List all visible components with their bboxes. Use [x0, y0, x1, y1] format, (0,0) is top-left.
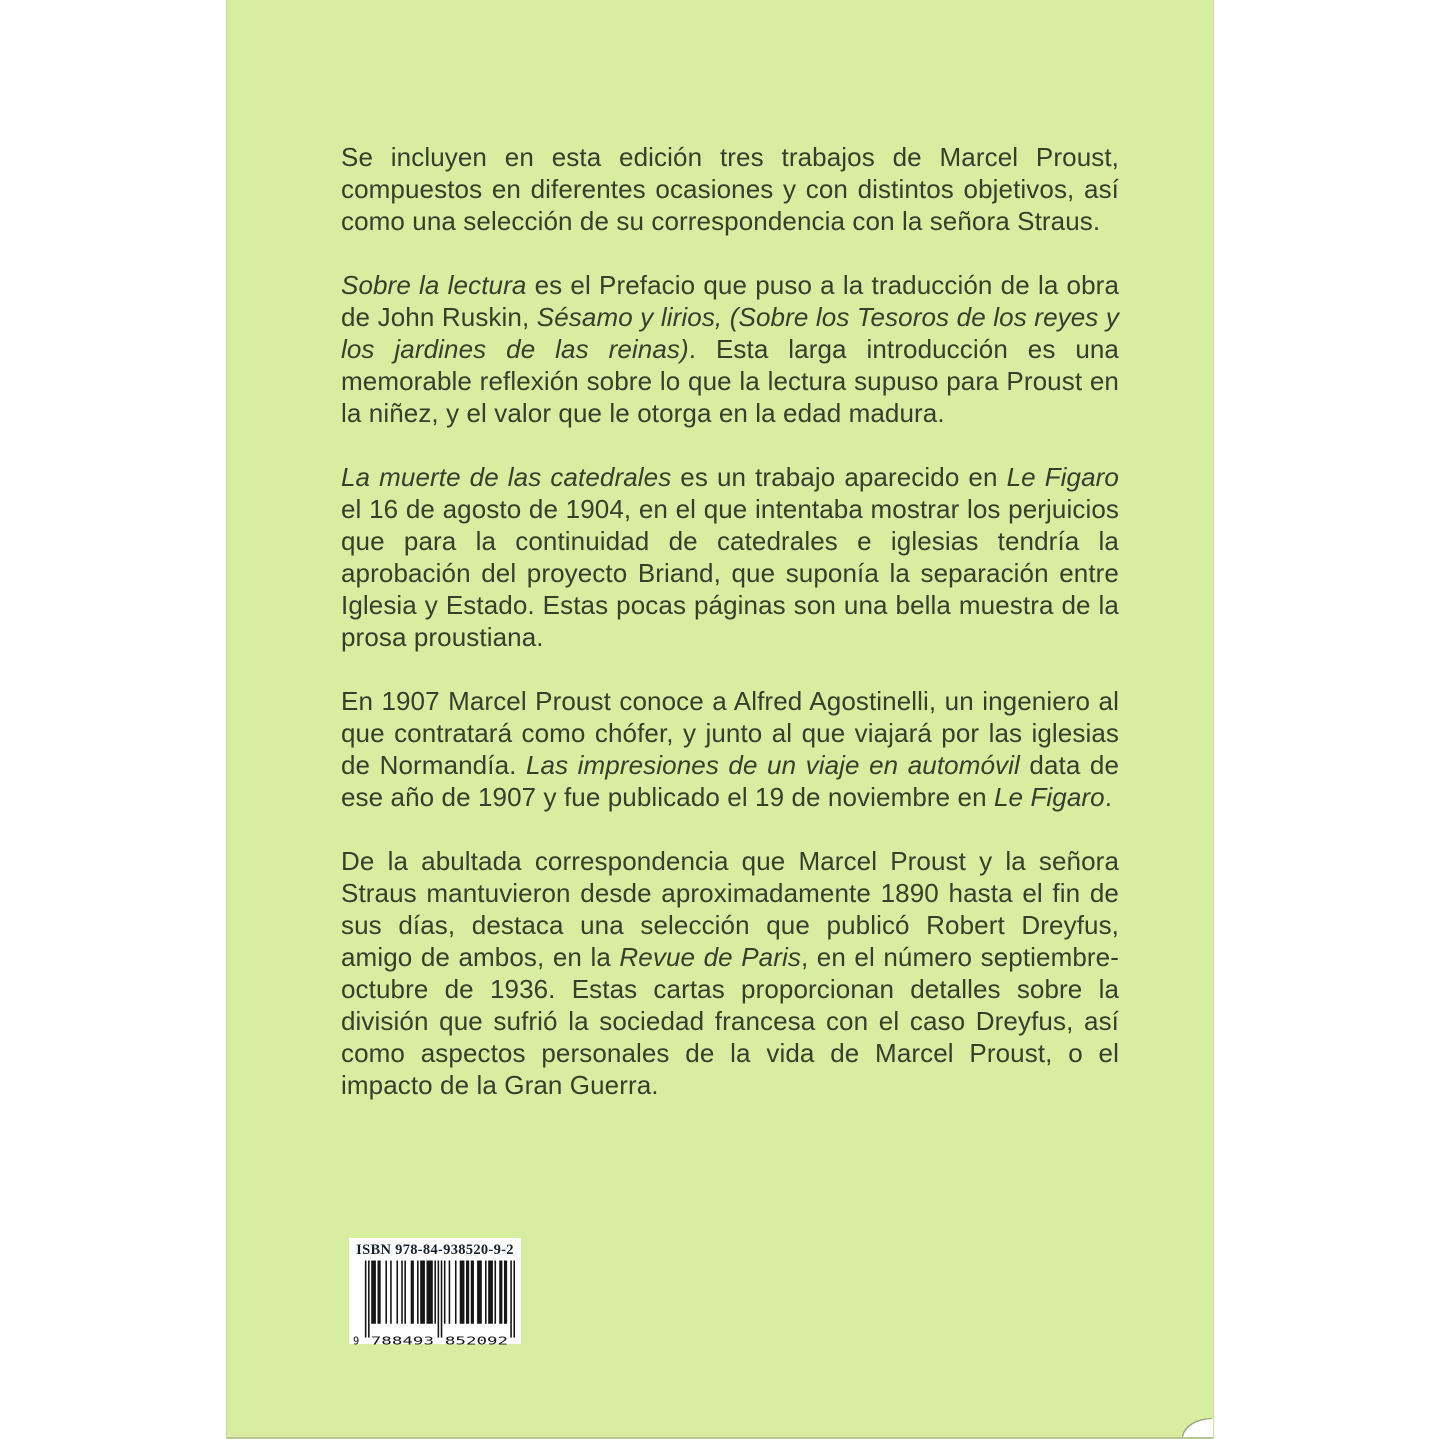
text-run: . — [1104, 782, 1113, 812]
paragraph — [341, 845, 1119, 1101]
text-run: es un trabajo aparecido en — [671, 462, 1007, 492]
paragraph — [341, 269, 1119, 429]
back-cover-text — [341, 141, 1119, 1101]
barcode-digits-left: 788493 — [370, 1335, 435, 1346]
isbn-label: ISBN 978-84-938520-9-2 — [356, 1242, 514, 1258]
italic-title-run: Sésamo y lirios, (Sobre los Tesoros de los reyes y los jardines de las reinas) — [341, 302, 1119, 364]
text-run: data de ese año de 1907 y fue publicado el 19 de noviembre en — [341, 750, 1120, 812]
text-run: el 16 de agosto de 1904, en el que intentaba mostrar los perjuicios que para la continuidad de catedrales e iglesias tendría la aprobación del proyecto Briand, que suponía la separación entre Iglesia y Estado. Estas pocas páginas son una bella muestra de la prosa proustiana. — [341, 494, 1119, 652]
page-curl — [1183, 1419, 1213, 1439]
italic-title-run: La muerte de las catedrales — [341, 462, 672, 492]
paragraph — [341, 141, 1119, 237]
book-back-cover — [226, 0, 1214, 1439]
isbn-barcode — [349, 1238, 521, 1344]
italic-title-run: Las impresiones de un viaje en automóvil — [525, 750, 1020, 780]
text-run: En 1907 Marcel Proust conoce a Alfred Agostinelli, un ingeniero al que contratará como chófer, y junto al que viajará por las iglesias de Normandía. — [341, 686, 1119, 780]
text-run: . Esta larga introducción es una memorable reflexión sobre lo que la lectura supuso para Proust en la niñez, y el valor que le otorga en la edad madura. — [341, 334, 1119, 428]
ean13-barcode-graphic — [353, 1260, 517, 1346]
italic-title-run: Le Figaro — [994, 782, 1105, 812]
italic-title-run: Sobre la lectura — [341, 270, 527, 300]
italic-title-run: Revue de Paris — [619, 942, 801, 972]
text-run: es el Prefacio que puso a la traducción de la obra de John Ruskin, — [341, 270, 1119, 332]
barcode-bars — [365, 1261, 515, 1338]
text-run: De la abultada correspondencia que Marcel Proust y la señora Straus mantuvieron desde aproximadamente 1890 hasta el fin de sus días, destaca una selección que publicó Robert Dreyfus, amigo de ambos, en la — [341, 846, 1119, 972]
italic-title-run: Le Figaro — [1006, 462, 1119, 492]
barcode-digits-right: 852092 — [444, 1335, 509, 1346]
text-run: Se incluyen en esta edición tres trabajos de Marcel Proust, compuestos en diferentes ocasiones y con distintos objetivos, así como una selección de su correspondencia con la señora Straus. — [341, 142, 1119, 236]
paragraph — [341, 685, 1119, 813]
text-run: , en el número septiembre-octubre de 1936. Estas cartas proporcionan detalles sobre la división que sufrió la sociedad francesa con el caso Dreyfus, así como aspectos personales de la vida de Marcel Proust, o el impacto de la Gran Guerra. — [341, 942, 1119, 1100]
paragraph — [341, 461, 1119, 653]
barcode-digit-lead: 9 — [353, 1335, 360, 1346]
